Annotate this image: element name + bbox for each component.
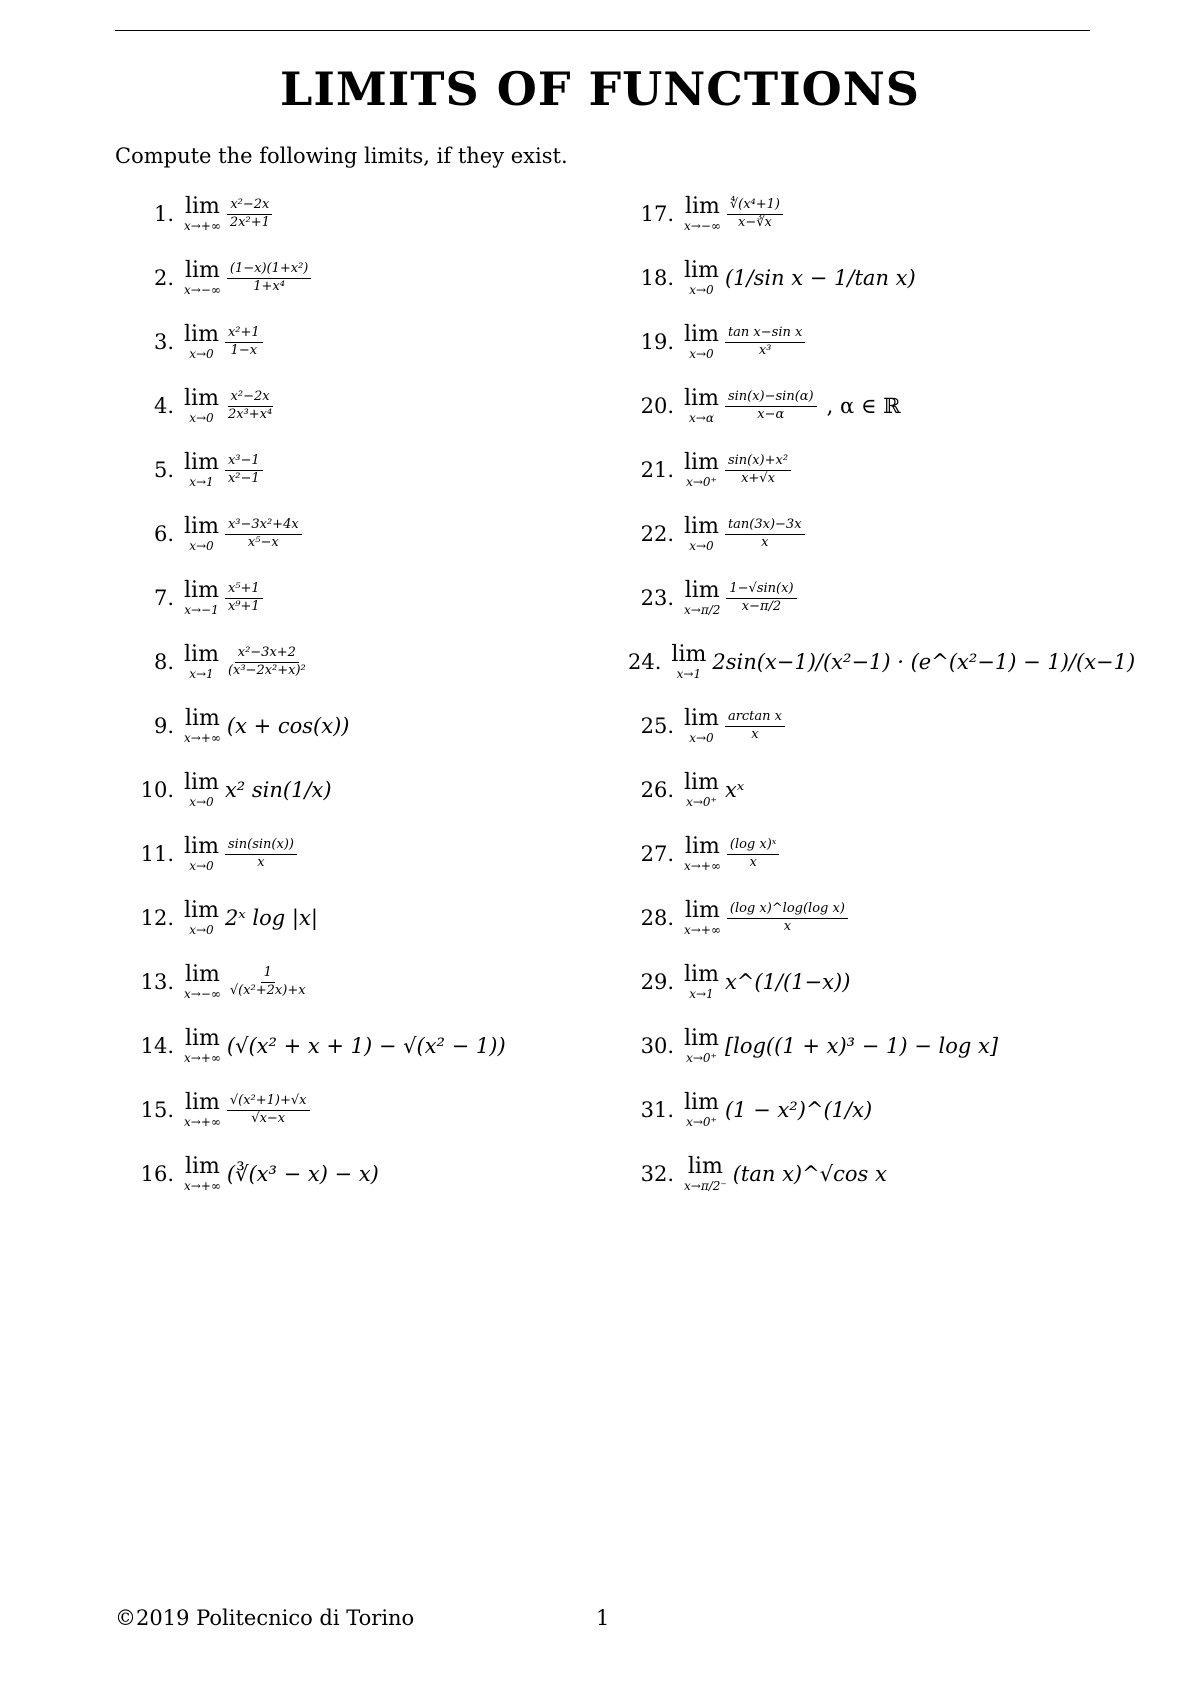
fraction — [225, 454, 263, 487]
limit-operator — [684, 260, 719, 296]
limit-operator — [684, 1092, 719, 1128]
limit-subscript: x→+∞ — [184, 1115, 221, 1129]
fraction — [227, 262, 312, 295]
exercise-number: 31. — [640, 1098, 674, 1122]
limit-operator — [684, 836, 721, 872]
denominator: 2x³+x⁴ — [227, 406, 273, 422]
limit-operator — [684, 900, 721, 936]
page-title: LIMITS OF FUNCTIONS — [279, 62, 921, 116]
limit-word: lim — [184, 1026, 220, 1051]
limit-expression: xˣ — [724, 778, 745, 802]
limit-word: lim — [184, 386, 219, 411]
limit-word: lim — [184, 642, 219, 667]
exercise-column-left — [128, 182, 608, 1206]
limit-subscript: x→0 — [689, 347, 714, 361]
limit-word: lim — [684, 706, 719, 731]
exercise-number: 23. — [640, 586, 674, 610]
exercise-item — [628, 438, 1108, 502]
exercise-item — [128, 502, 608, 566]
fraction — [725, 518, 805, 551]
denominator: √(x²+2x)+x — [229, 982, 306, 998]
limit-subscript: x→0 — [189, 347, 214, 361]
exercise-number: 7. — [153, 586, 174, 610]
limit-operator — [684, 1156, 727, 1192]
exercise-item — [628, 1078, 1108, 1142]
limit-subscript: x→0 — [689, 283, 714, 297]
limit-expression: (1/sin x − 1/tan x) — [724, 266, 916, 290]
numerator: tan(3x)−3x — [725, 518, 805, 535]
limit-word: lim — [184, 1154, 220, 1179]
limit-subscript: x→0 — [189, 539, 214, 553]
limit-operator — [184, 260, 221, 296]
limit-operator — [671, 644, 706, 680]
exercise-column-right — [628, 182, 1136, 1206]
limit-subscript: x→0⁺ — [686, 475, 717, 489]
fraction — [725, 454, 791, 487]
limit-expression: (√(x² + x + 1) − √(x² − 1)) — [226, 1034, 506, 1058]
fraction — [225, 390, 275, 423]
denominator: x — [257, 854, 265, 870]
limit-subscript: x→0 — [189, 859, 214, 873]
limit-expression: 2sin(x−1)/(x²−1) · (e^(x²−1) − 1)/(x−1) — [712, 650, 1136, 674]
denominator: x−π/2 — [741, 598, 782, 614]
limit-operator — [684, 580, 720, 616]
limit-subscript: x→0 — [189, 795, 214, 809]
denominator: x²−1 — [227, 470, 260, 486]
exercise-number: 16. — [140, 1162, 174, 1186]
exercise-number: 11. — [140, 842, 174, 866]
denominator: 1+x⁴ — [253, 278, 285, 294]
limit-subscript: x→1 — [689, 987, 714, 1001]
numerator: sin(x)+x² — [725, 454, 791, 471]
limit-subscript: x→0 — [189, 411, 214, 425]
exercise-item — [128, 1142, 608, 1206]
limit-word: lim — [184, 322, 219, 347]
numerator: (log x)ˣ — [727, 838, 780, 855]
fraction — [725, 326, 805, 359]
limit-word: lim — [684, 578, 720, 603]
limit-operator — [684, 388, 719, 424]
exercise-number: 10. — [140, 778, 174, 802]
denominator: x³ — [758, 342, 772, 358]
exercise-number: 5. — [153, 458, 174, 482]
numerator: x²−2x — [227, 198, 272, 215]
limit-operator — [184, 580, 219, 616]
limit-word: lim — [184, 962, 220, 987]
exercise-number: 19. — [640, 330, 674, 354]
denominator: x — [761, 534, 769, 550]
exercise-item — [628, 502, 1108, 566]
exercise-number: 9. — [153, 714, 174, 738]
limit-subscript: x→1 — [189, 667, 214, 681]
fraction — [725, 390, 817, 423]
numerator: 1−√sin(x) — [726, 582, 796, 599]
exercise-number: 12. — [140, 906, 174, 930]
limit-subscript: x→+∞ — [684, 859, 721, 873]
fraction — [227, 966, 309, 999]
limit-word: lim — [684, 258, 719, 283]
limit-expression: (1 − x²)^(1/x) — [724, 1098, 873, 1122]
fraction — [227, 198, 273, 231]
limit-word: lim — [184, 258, 220, 283]
exercise-number: 26. — [640, 778, 674, 802]
top-rule — [115, 30, 1090, 31]
limit-word: lim — [684, 1090, 719, 1115]
denominator: 1−x — [230, 342, 258, 358]
limit-word: lim — [684, 834, 720, 859]
numerator: sin(x)−sin(α) — [725, 390, 817, 407]
limit-subscript: x→1 — [676, 667, 702, 681]
numerator: arctan x — [725, 710, 785, 727]
limit-operator — [184, 388, 219, 424]
denominator: (x³−2x²+x)² — [227, 662, 306, 678]
fraction — [727, 902, 848, 935]
limit-operator — [184, 324, 219, 360]
exercise-item — [628, 630, 1136, 694]
exercise-item — [628, 950, 1108, 1014]
denominator: x — [751, 726, 759, 742]
limit-operator — [184, 1028, 221, 1064]
exercise-number: 17. — [640, 202, 674, 226]
exercise-number: 8. — [153, 650, 174, 674]
limit-expression: (x + cos(x)) — [226, 714, 350, 738]
limit-expression: (tan x)^√cos x — [732, 1162, 887, 1186]
limit-operator — [184, 964, 221, 1000]
limit-word: lim — [684, 450, 719, 475]
limit-operator — [184, 708, 221, 744]
limit-word: lim — [684, 514, 719, 539]
limit-word: lim — [684, 962, 719, 987]
limit-subscript: x→π/2 — [684, 603, 721, 617]
limit-operator — [684, 516, 719, 552]
limit-operator — [184, 772, 219, 808]
limit-operator — [684, 708, 719, 744]
limit-word: lim — [684, 770, 719, 795]
exercise-item — [128, 950, 608, 1014]
limit-subscript: x→−∞ — [184, 987, 221, 1001]
limit-subscript: x→0 — [689, 539, 714, 553]
limit-operator — [684, 772, 719, 808]
limit-subscript: x→α — [689, 411, 714, 425]
limit-subscript: x→+∞ — [184, 219, 221, 233]
limit-word: lim — [684, 386, 719, 411]
limit-subscript: x→0 — [689, 731, 714, 745]
limit-word: lim — [684, 898, 720, 923]
limit-word: lim — [687, 1154, 723, 1179]
exercise-item — [128, 630, 608, 694]
exercise-item — [128, 310, 608, 374]
limit-operator — [684, 964, 719, 1000]
limit-subscript: x→0 — [189, 923, 214, 937]
denominator: x+√x — [741, 470, 775, 486]
exercise-item — [128, 1014, 608, 1078]
exercise-item — [628, 758, 1108, 822]
limit-word: lim — [184, 1090, 220, 1115]
numerator: x²−3x+2 — [235, 646, 299, 663]
limit-operator — [684, 452, 719, 488]
limit-operator — [684, 196, 721, 232]
limit-operator — [184, 516, 219, 552]
limit-expression: (∛(x³ − x) − x) — [226, 1162, 379, 1186]
exercise-number: 1. — [153, 202, 174, 226]
denominator: 2x²+1 — [229, 214, 270, 230]
limit-expression: [log((1 + x)³ − 1) − log x] — [724, 1034, 999, 1058]
numerator: √(x²+1)+√x — [227, 1094, 310, 1111]
denominator: x — [749, 854, 757, 870]
exercise-item — [628, 822, 1108, 886]
limit-operator — [184, 836, 219, 872]
exercise-number: 22. — [640, 522, 674, 546]
denominator: x−∛x — [738, 214, 772, 230]
limit-word: lim — [184, 706, 220, 731]
exercise-number: 25. — [640, 714, 674, 738]
exercise-item — [628, 374, 1108, 438]
fraction — [726, 582, 796, 615]
exercise-item — [628, 1014, 1108, 1078]
exercise-number: 32. — [640, 1162, 674, 1186]
denominator: x⁵−x — [247, 534, 279, 550]
fraction — [225, 582, 263, 615]
limit-word: lim — [671, 642, 707, 667]
limit-word: lim — [184, 450, 219, 475]
limit-word: lim — [684, 194, 720, 219]
numerator: x⁵+1 — [225, 582, 263, 599]
exercise-number: 29. — [640, 970, 674, 994]
limit-operator — [184, 452, 219, 488]
exercise-item — [128, 694, 608, 758]
fraction — [225, 838, 297, 871]
limit-subscript: x→0⁺ — [686, 1115, 717, 1129]
denominator: √x−x — [251, 1110, 286, 1126]
limit-operator — [184, 1092, 221, 1128]
limit-word: lim — [184, 578, 219, 603]
limit-subscript: x→−1 — [184, 603, 219, 617]
numerator: x³−3x²+4x — [225, 518, 302, 535]
limit-subscript: x→π/2⁻ — [684, 1179, 727, 1193]
fraction — [725, 710, 785, 743]
numerator: ∜(x⁴+1) — [727, 198, 783, 215]
exercise-item — [628, 246, 1108, 310]
exercise-number: 4. — [153, 394, 174, 418]
limit-operator — [684, 1028, 719, 1064]
exercise-number: 15. — [140, 1098, 174, 1122]
limit-word: lim — [184, 898, 219, 923]
exercise-number: 21. — [640, 458, 674, 482]
exercise-item — [628, 566, 1108, 630]
numerator: sin(sin(x)) — [225, 838, 297, 855]
numerator: x²+1 — [225, 326, 263, 343]
limit-word: lim — [684, 1026, 719, 1051]
exercise-item — [128, 758, 608, 822]
exercise-item — [128, 182, 608, 246]
exercise-number: 18. — [640, 266, 674, 290]
numerator: (log x)^log(log x) — [727, 902, 848, 919]
limit-subscript: x→1 — [189, 475, 214, 489]
exercise-number: 2. — [153, 266, 174, 290]
exercise-item — [128, 438, 608, 502]
fraction — [227, 1094, 310, 1127]
exercise-number: 14. — [140, 1034, 174, 1058]
exercise-number: 28. — [640, 906, 674, 930]
limit-subscript: x→0⁺ — [686, 1051, 717, 1065]
limit-subscript: x→+∞ — [184, 1051, 221, 1065]
limit-operator — [184, 900, 219, 936]
limit-word: lim — [184, 514, 219, 539]
fraction — [225, 326, 263, 359]
numerator: (1−x)(1+x²) — [227, 262, 312, 279]
fraction — [225, 646, 309, 679]
exercise-item — [128, 246, 608, 310]
limit-subscript: x→−∞ — [684, 219, 721, 233]
numerator: tan x−sin x — [725, 326, 805, 343]
exercise-item — [128, 1078, 608, 1142]
fraction — [727, 198, 783, 231]
exercise-number: 3. — [153, 330, 174, 354]
numerator: x³−1 — [225, 454, 263, 471]
exercise-number: 30. — [640, 1034, 674, 1058]
exercise-number: 6. — [153, 522, 174, 546]
fraction — [225, 518, 302, 551]
page-number: 1 — [596, 1606, 610, 1630]
intro-text: Compute the following limits, if they exist. — [115, 144, 568, 168]
limit-subscript: x→+∞ — [184, 1179, 221, 1193]
limit-word: lim — [684, 322, 719, 347]
limit-word: lim — [184, 834, 219, 859]
limit-word: lim — [184, 770, 219, 795]
limit-subscript: x→−∞ — [184, 283, 221, 297]
limit-expression: x^(1/(1−x)) — [724, 970, 851, 994]
limit-expression: x² sin(1/x) — [224, 778, 332, 802]
exercise-item — [128, 374, 608, 438]
exercise-item — [128, 566, 608, 630]
denominator: x−α — [757, 406, 785, 422]
fraction — [727, 838, 780, 871]
limit-subscript: x→0⁺ — [686, 795, 717, 809]
exercise-item — [128, 886, 608, 950]
limit-operator — [184, 1156, 221, 1192]
exercise-number: 27. — [640, 842, 674, 866]
denominator: x⁹+1 — [227, 598, 260, 614]
exercise-item — [628, 886, 1108, 950]
limit-subscript: x→+∞ — [684, 923, 721, 937]
exercise-number: 20. — [640, 394, 674, 418]
exercise-number: 13. — [140, 970, 174, 994]
numerator: 1 — [261, 966, 275, 983]
numerator: x²−2x — [228, 390, 273, 407]
exercise-number: 24. — [628, 650, 662, 674]
limit-operator — [684, 324, 719, 360]
limit-expression: 2ˣ log |x| — [224, 906, 318, 930]
limit-operator — [184, 644, 219, 680]
footer-copyright: ©2019 Politecnico di Torino — [115, 1606, 415, 1630]
denominator: x — [783, 918, 792, 934]
exercise-item — [628, 694, 1108, 758]
exercise-item — [628, 182, 1108, 246]
exercise-item — [128, 822, 608, 886]
limit-subscript: x→+∞ — [184, 731, 221, 745]
limit-operator — [184, 196, 221, 232]
exercise-item — [628, 1142, 1108, 1206]
exercise-item — [628, 310, 1108, 374]
condition-text: , α ∈ ℝ — [826, 394, 901, 418]
limit-word: lim — [184, 194, 220, 219]
